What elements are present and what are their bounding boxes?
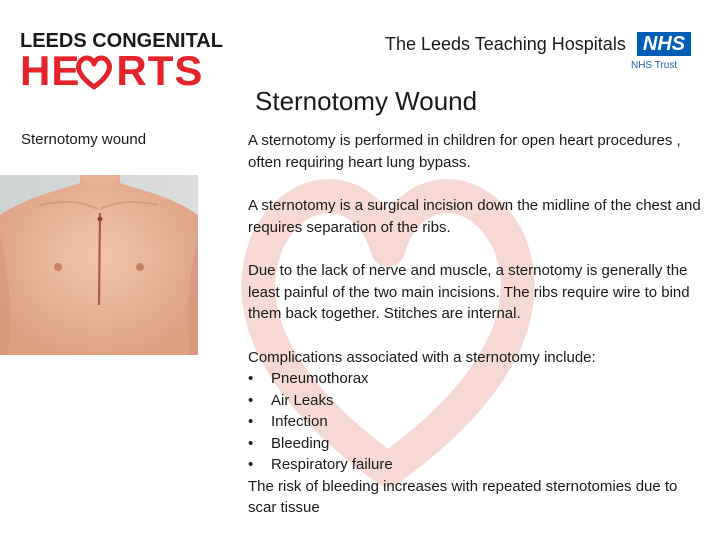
- list-item: • Bleeding: [248, 433, 708, 455]
- list-item: • Respiratory failure: [248, 454, 708, 476]
- leeds-teaching-hospitals-logo: [385, 30, 695, 74]
- logo-text-rts: RTS: [116, 47, 204, 94]
- content-body: [248, 130, 708, 519]
- sternotomy-photo: [0, 175, 198, 355]
- paragraph-3: Due to the lack of nerve and muscle, a sternotomy is generally the least painful of the two main incisions. The ribs require wire to bind them back together. Stitches are internal.: [248, 262, 690, 322]
- paragraph-2: A sternotomy is a surgical incision down the midline of the chest and requires separation of the ribs.: [248, 197, 701, 236]
- complications-list: [248, 368, 708, 476]
- paragraph-1: A sternotomy is performed in children for open heart procedures , often requiring heart lung bypass.: [248, 132, 681, 171]
- closing-text: The risk of bleeding increases with repeated sternotomies due to scar tissue: [248, 477, 678, 516]
- logo-text-he: HE: [20, 47, 81, 94]
- photo-caption: Sternotomy wound: [21, 131, 147, 148]
- list-item: • Air Leaks: [248, 390, 708, 412]
- nhs-badge: NHS: [637, 32, 691, 56]
- list-item: • Infection: [248, 411, 708, 433]
- complications-intro: Complications associated with a sternotomy include:: [248, 348, 596, 366]
- slide-title: Sternotomy Wound: [255, 86, 478, 116]
- logo-heart-icon: [74, 54, 114, 90]
- logo-text-top: LEEDS CONGENITAL: [20, 30, 223, 52]
- nhs-trust-label: NHS Trust: [631, 60, 678, 71]
- trust-name: The Leeds Teaching Hospitals: [385, 34, 626, 54]
- list-item: • Pneumothorax: [248, 368, 708, 390]
- leeds-congenital-hearts-logo: [20, 30, 223, 94]
